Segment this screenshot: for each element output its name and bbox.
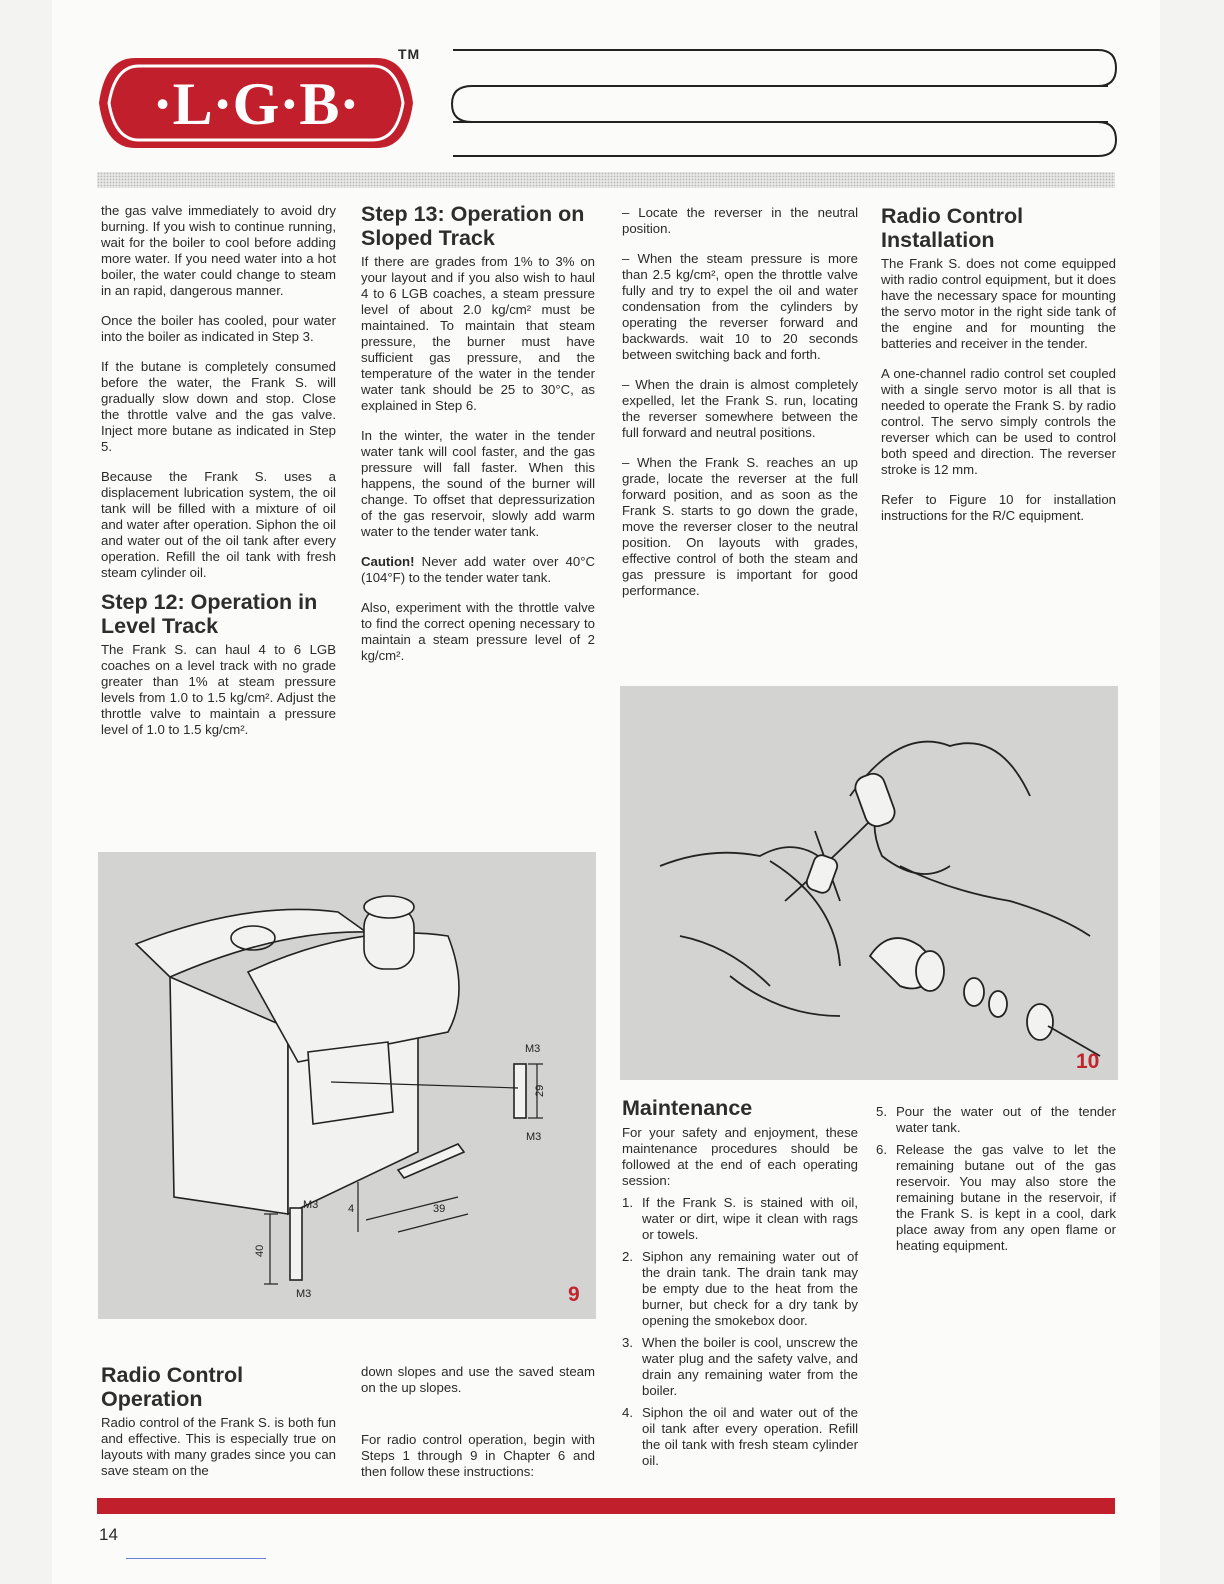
column-4	[881, 205, 1116, 538]
item-number: 3.	[622, 1334, 633, 1350]
item-text: If the Frank S. is stained with oil, water or dirt, wipe it clean with rags or towels.	[642, 1194, 858, 1242]
column-8	[876, 1104, 1116, 1260]
dim-label: M3	[526, 1131, 542, 1143]
figure-10-number: 10	[1076, 1050, 1100, 1073]
paragraph: The Frank S. can haul 4 to 6 LGB coaches on a level track with no grade greater than 1% at steam pressure levels from 1.0 to 1.5 kg/cm². Adjust the throttle valve to maintain a pressure level of 1.0 to 1.5 kg/cm².	[101, 642, 336, 737]
list-item	[622, 1195, 858, 1243]
column-1	[101, 203, 336, 752]
list-item	[622, 1249, 858, 1329]
dim-label: 39	[433, 1203, 446, 1215]
paragraph: down slopes and use the saved steam on the up slopes.	[361, 1364, 595, 1395]
footer-red-bar	[97, 1498, 1115, 1514]
dim-label: 40	[254, 1244, 266, 1257]
dim-label: 4	[348, 1203, 355, 1215]
locomotive-drawing	[98, 852, 596, 1319]
maintenance-list	[622, 1195, 858, 1469]
column-6	[361, 1364, 595, 1494]
list-item	[622, 1335, 858, 1399]
caution-text: Never add water over 40°C (104°F) to the tender water tank.	[361, 554, 595, 585]
paragraph: Also, experiment with the throttle valve to find the correct opening necessary to maintain a steam pressure level of 2 kg/cm².	[361, 600, 595, 663]
paragraph: A one-channel radio control set coupled with a single servo motor is all that is needed to operate the Frank S. by radio control. The servo simply controls the reverser which can be used to control both speed and direction. The reverser stroke is 12 mm.	[881, 366, 1116, 477]
list-item	[876, 1142, 1116, 1254]
dim-label: M3	[525, 1043, 541, 1055]
item-number: 6.	[876, 1142, 887, 1157]
page-number: 14	[99, 1525, 118, 1544]
logo-text: ·L·G·B·	[152, 71, 360, 137]
item-text: Release the gas valve to let the remaining butane out of the gas reservoir. You may also store the remaining butane in the reservoir, if the Frank S. is kept in a cool, dark place away from any open flame or heating equipment.	[896, 1142, 1116, 1253]
item-number: 2.	[622, 1248, 633, 1264]
figure-9-number: 9	[568, 1283, 580, 1306]
lgb-logo	[95, 48, 417, 158]
column-7	[622, 1097, 858, 1475]
step12-heading: Step 12: Operation in Level Track	[101, 590, 318, 638]
rc-install-drawing	[620, 686, 1118, 1080]
item-text: Siphon any remaining water out of the drain tank. The drain tank may be empty due to the heat from the burner, but check for a dry tank by opening the smokebox door.	[642, 1248, 858, 1328]
dim-label: 29	[534, 1084, 546, 1097]
column-5	[101, 1364, 336, 1493]
paragraph: the gas valve immediately to avoid dry burning. If you wish to continue running, wait for the boiler to cool before adding more water. If you need water into a hot boiler, the water could change to steam in an rapid, dangerous manner.	[101, 203, 336, 298]
paragraph: Refer to Figure 10 for installation instructions for the R/C equipment.	[881, 492, 1116, 523]
paragraph: – Locate the reverser in the neutral position.	[622, 205, 858, 236]
item-text: Siphon the oil and water out of the oil tank after every operation. Refill the oil tank with fresh steam cylinder oil.	[642, 1404, 858, 1468]
step13-heading: Step 13: Operation on Sloped Track	[361, 202, 585, 250]
paragraph: Radio control of the Frank S. is both fun and effective. This is especially true on layouts with many grades since you can save steam on the	[101, 1415, 336, 1478]
paragraph: – When the Frank S. reaches an up grade, locate the reverser at the full forward position, and as soon as the Frank S. starts to go down the grade, move the reverser closer to the neutral position. On layouts with grades, effective control of both the steam and gas pressure is important for good performance.	[622, 455, 858, 598]
item-number: 4.	[622, 1404, 633, 1420]
item-text: Pour the water out of the tender water tank.	[896, 1104, 1116, 1135]
paragraph: For radio control operation, begin with Steps 1 through 9 in Chapter 6 and then follow these instructions:	[361, 1432, 595, 1479]
paragraph: If the butane is completely consumed before the water, the Frank S. will gradually slow down and stop. Close the throttle valve and the gas valve. Inject more butane as indicated in Step 5.	[101, 359, 336, 454]
dotted-rule	[97, 172, 1115, 188]
paragraph: If there are grades from 1% to 3% on your layout and if you also wish to haul 4 to 6 LGB coaches, a steam pressure level of about 2.0 kg/cm² must be maintained. To maintain that steam pressure, the burner must have sufficient gas pressure, and the temperature of the water in the tender water tank should be 25 to 30°C, as explained in Step 6.	[361, 254, 595, 413]
radio-operation-heading: Radio Control Operation	[101, 1363, 244, 1411]
radio-install-heading: Radio Control Installation	[881, 204, 1024, 252]
scan-mark	[126, 1558, 266, 1559]
trademark: TM	[398, 46, 421, 62]
paragraph: – When the steam pressure is more than 2.5 kg/cm², open the throttle valve fully and try to expel the oil and water condensation from the cylinders by operating the reverser forward and backwards. wait 10 to 20 seconds between switching back and forth.	[622, 251, 858, 362]
caution-paragraph	[361, 554, 595, 586]
paragraph: For your safety and enjoyment, these maintenance procedures should be followed at the end of each operating session:	[622, 1124, 858, 1188]
item-number: 1.	[622, 1194, 633, 1210]
paragraph: Because the Frank S. uses a displacement lubrication system, the oil tank will be filled with a mixture of oil and water after operation. Siphon the oil and water out of the oil tank after every operation. Refill the oil tank with fresh steam cylinder oil.	[101, 469, 336, 580]
maintenance-heading: Maintenance	[622, 1096, 753, 1120]
dim-label: M3	[303, 1199, 319, 1211]
caution-label: Caution!	[361, 554, 415, 569]
header-banner	[448, 46, 1123, 162]
paragraph: The Frank S. does not come equipped with radio control equipment, but it does have the necessary space for mounting the servo motor in the right side tank of the engine and for mounting the batteries and receiver in the tender.	[881, 256, 1116, 351]
maintenance-list-continued	[876, 1104, 1116, 1254]
column-3	[622, 205, 858, 613]
item-text: When the boiler is cool, unscrew the water plug and the safety valve, and drain any remaining water from the boiler.	[642, 1334, 858, 1398]
list-item	[876, 1104, 1116, 1136]
paragraph: In the winter, the water in the tender water tank will cool faster, and the gas pressure will fall faster. When this happens, the sound of the burner will change. To offset that depressurization of the gas reservoir, slowly add warm water to the tender water tank.	[361, 428, 595, 539]
list-item	[622, 1405, 858, 1469]
paragraph: Once the boiler has cooled, pour water into the boiler as indicated in Step 3.	[101, 313, 336, 344]
dim-label: M3	[296, 1288, 312, 1300]
figure-9	[98, 852, 596, 1319]
paragraph: – When the drain is almost completely expelled, let the Frank S. run, locating the reverser somewhere between the full forward and neutral positions.	[622, 377, 858, 440]
item-number: 5.	[876, 1104, 887, 1119]
figure-10	[620, 686, 1118, 1080]
column-2	[361, 203, 595, 678]
